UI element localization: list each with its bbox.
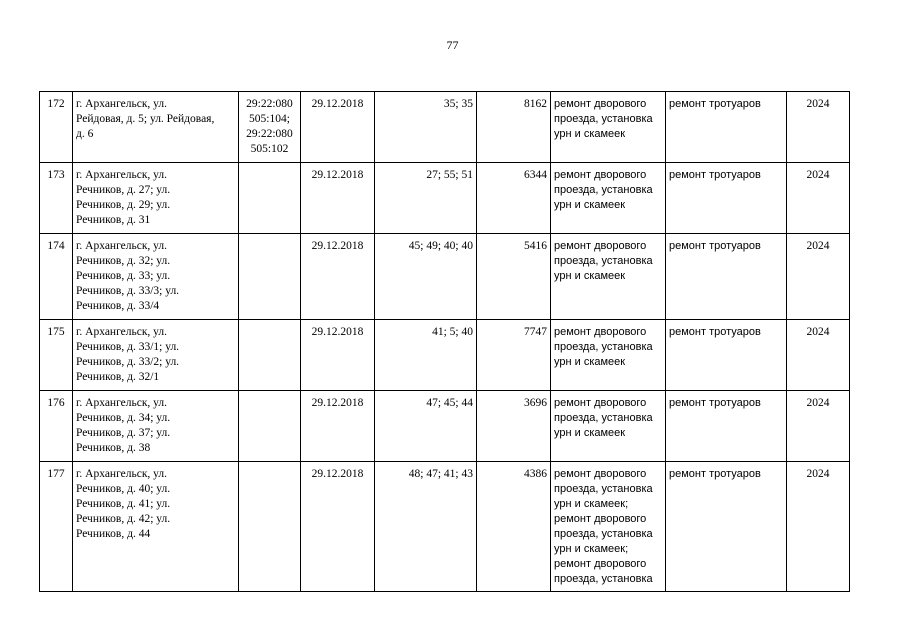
- address-line: Речников, д. 34; ул.: [76, 412, 171, 424]
- cadastral-cell: [239, 163, 301, 234]
- work-line: ремонт дворового: [554, 169, 647, 181]
- cadastral-cell: [239, 320, 301, 391]
- address-line: Речников, д. 33/1; ул.: [76, 341, 180, 353]
- address-line: Речников, д. 33/3; ул.: [76, 285, 180, 297]
- work-line: урн и скамеек: [554, 199, 626, 211]
- address-line: Речников, д. 44: [76, 528, 151, 540]
- address-line: Речников, д. 41; ул.: [76, 498, 171, 510]
- row-number: 175: [40, 320, 73, 391]
- date-cell: 29.12.2018: [301, 92, 375, 163]
- work-main-cell: [551, 462, 666, 592]
- area-cell: 3696: [477, 391, 551, 462]
- work-line: ремонт дворового: [554, 98, 647, 110]
- work-line: проезда, установка: [554, 113, 653, 125]
- address-line: Рейдовая, д. 5; ул. Рейдовая,: [76, 113, 215, 125]
- cadastral-line: 505:104;: [249, 113, 290, 125]
- work-line: ремонт дворового: [554, 468, 647, 480]
- apartments-cell: 27; 55; 51: [375, 163, 477, 234]
- address-line: г. Архангельск, ул.: [76, 397, 168, 409]
- area-cell: 5416: [477, 234, 551, 320]
- work-line: проезда, установка: [554, 528, 653, 540]
- work-line: ремонт тротуаров: [669, 468, 761, 480]
- work-main-cell: [551, 391, 666, 462]
- address-line: Речников, д. 42; ул.: [76, 513, 171, 525]
- work-line: ремонт дворового: [554, 397, 647, 409]
- work-line: урн и скамеек: [554, 427, 626, 439]
- work-line: ремонт дворового: [554, 326, 647, 338]
- table-row: [40, 92, 850, 163]
- table-body: [40, 92, 850, 592]
- address-line: г. Архангельск, ул.: [76, 169, 168, 181]
- work-extra-cell: [666, 92, 787, 163]
- apartments-cell: 45; 49; 40; 40: [375, 234, 477, 320]
- address-line: г. Архангельск, ул.: [76, 326, 168, 338]
- cadastral-cell: [239, 92, 301, 163]
- work-main-cell: [551, 234, 666, 320]
- cadastral-line: 29:22:080: [246, 98, 293, 110]
- work-line: ремонт дворового: [554, 240, 647, 252]
- address-line: Речников, д. 32; ул.: [76, 255, 171, 267]
- work-line: урн и скамеек: [554, 270, 626, 282]
- work-line: проезда, установка: [554, 255, 653, 267]
- table-row: [40, 462, 850, 592]
- work-extra-cell: [666, 234, 787, 320]
- address-cell: [73, 92, 239, 163]
- table-row: [40, 320, 850, 391]
- work-line: ремонт тротуаров: [669, 169, 761, 181]
- date-cell: 29.12.2018: [301, 391, 375, 462]
- cadastral-line: 505:102: [250, 143, 289, 155]
- area-cell: 8162: [477, 92, 551, 163]
- year-cell: 2024: [787, 92, 850, 163]
- work-main-cell: [551, 163, 666, 234]
- cadastral-cell: [239, 391, 301, 462]
- address-line: Речников, д. 33/4: [76, 300, 160, 312]
- row-number: 176: [40, 391, 73, 462]
- work-line: урн и скамеек: [554, 128, 626, 140]
- work-line: ремонт тротуаров: [669, 98, 761, 110]
- address-line: Речников, д. 40; ул.: [76, 483, 171, 495]
- address-line: г. Архангельск, ул.: [76, 240, 168, 252]
- year-cell: 2024: [787, 462, 850, 592]
- work-line: ремонт тротуаров: [669, 240, 761, 252]
- table-row: [40, 391, 850, 462]
- table-row: [40, 163, 850, 234]
- work-line: проезда, установка: [554, 483, 653, 495]
- work-extra-cell: [666, 462, 787, 592]
- cadastral-cell: [239, 234, 301, 320]
- year-cell: 2024: [787, 163, 850, 234]
- address-cell: [73, 391, 239, 462]
- cadastral-cell: [239, 462, 301, 592]
- work-line: ремонт дворового: [554, 513, 647, 525]
- work-line: проезда, установка: [554, 573, 653, 585]
- work-line: ремонт тротуаров: [669, 326, 761, 338]
- address-cell: [73, 320, 239, 391]
- date-cell: 29.12.2018: [301, 163, 375, 234]
- area-cell: 6344: [477, 163, 551, 234]
- page-number: 77: [446, 38, 459, 52]
- address-line: Речников, д. 31: [76, 214, 151, 226]
- work-extra-cell: [666, 163, 787, 234]
- address-line: Речников, д. 33/2; ул.: [76, 356, 180, 368]
- address-line: Речников, д. 29; ул.: [76, 199, 171, 211]
- work-line: проезда, установка: [554, 341, 653, 353]
- apartments-cell: 47; 45; 44: [375, 391, 477, 462]
- work-line: урн и скамеек;: [554, 543, 629, 555]
- address-line: д. 6: [76, 128, 94, 140]
- year-cell: 2024: [787, 234, 850, 320]
- row-number: 172: [40, 92, 73, 163]
- work-line: проезда, установка: [554, 184, 653, 196]
- address-line: Речников, д. 32/1: [76, 371, 160, 383]
- date-cell: 29.12.2018: [301, 234, 375, 320]
- work-line: проезда, установка: [554, 412, 653, 424]
- work-line: урн и скамеек: [554, 356, 626, 368]
- work-line: урн и скамеек;: [554, 498, 629, 510]
- work-extra-cell: [666, 320, 787, 391]
- address-line: Речников, д. 37; ул.: [76, 427, 171, 439]
- address-line: Речников, д. 38: [76, 442, 151, 454]
- address-line: Речников, д. 27; ул.: [76, 184, 171, 196]
- table-row: [40, 234, 850, 320]
- area-cell: 4386: [477, 462, 551, 592]
- improvement-table: [39, 91, 850, 592]
- date-cell: 29.12.2018: [301, 462, 375, 592]
- address-cell: [73, 163, 239, 234]
- row-number: 177: [40, 462, 73, 592]
- address-cell: [73, 462, 239, 592]
- apartments-cell: 35; 35: [375, 92, 477, 163]
- apartments-cell: 48; 47; 41; 43: [375, 462, 477, 592]
- cadastral-line: 29:22:080: [246, 128, 293, 140]
- work-line: ремонт тротуаров: [669, 397, 761, 409]
- area-cell: 7747: [477, 320, 551, 391]
- apartments-cell: 41; 5; 40: [375, 320, 477, 391]
- work-extra-cell: [666, 391, 787, 462]
- row-number: 173: [40, 163, 73, 234]
- row-number: 174: [40, 234, 73, 320]
- work-line: ремонт дворового: [554, 558, 647, 570]
- address-cell: [73, 234, 239, 320]
- address-line: Речников, д. 33; ул.: [76, 270, 171, 282]
- work-main-cell: [551, 320, 666, 391]
- year-cell: 2024: [787, 391, 850, 462]
- address-line: г. Архангельск, ул.: [76, 468, 168, 480]
- year-cell: 2024: [787, 320, 850, 391]
- date-cell: 29.12.2018: [301, 320, 375, 391]
- work-main-cell: [551, 92, 666, 163]
- address-line: г. Архангельск, ул.: [76, 98, 168, 110]
